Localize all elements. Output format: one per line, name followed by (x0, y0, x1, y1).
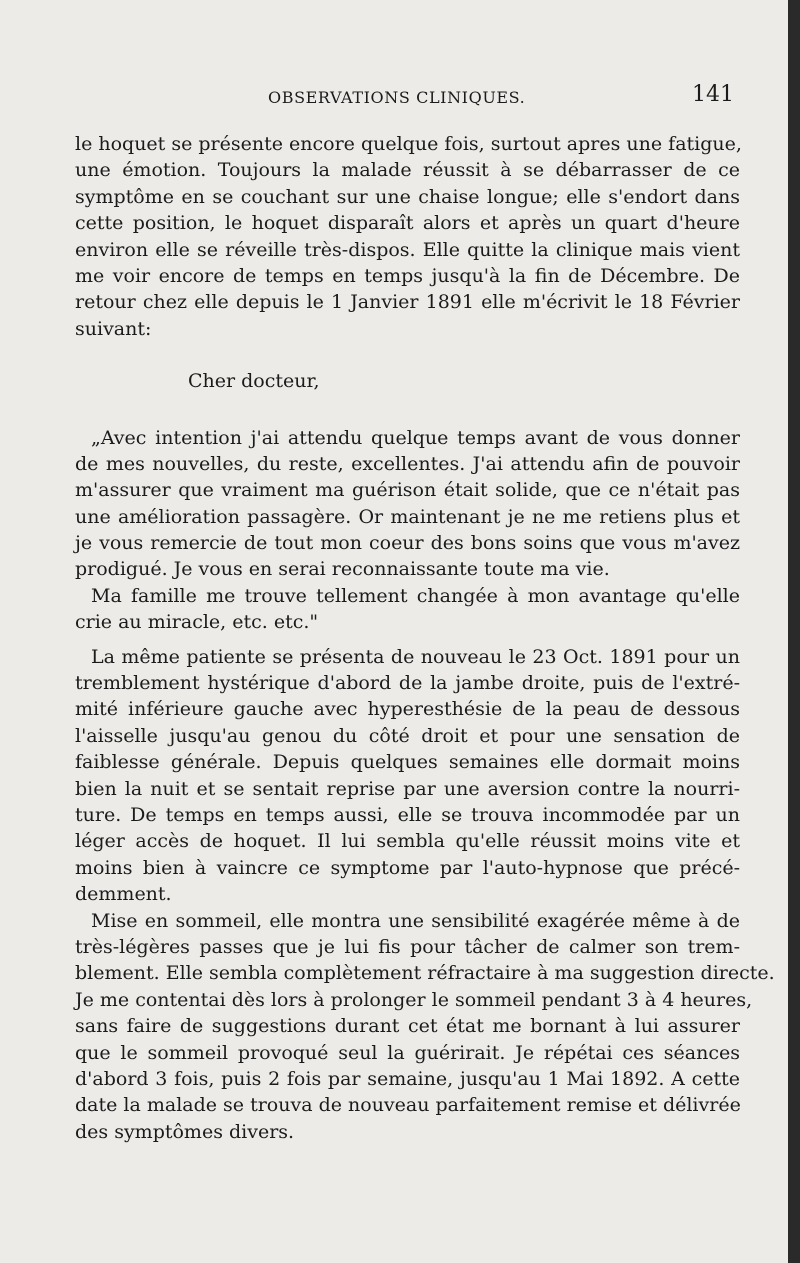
text-line: faiblesse générale. Depuis quelques semaines elle dormait moins (75, 751, 740, 774)
text-line: date la malade se trouva de nouveau parfaitement remise et délivrée (75, 1094, 741, 1117)
letter-salutation: Cher docteur, (188, 370, 320, 393)
text-line: suivant: (75, 317, 152, 340)
paragraph-hoquet (75, 131, 740, 342)
text-line: bien la nuit et se sentait reprise par une aversion contre la nourri- (75, 777, 740, 800)
scan-edge (788, 0, 800, 1263)
text-line: ture. De temps en temps aussi, elle se trouva incommodée par un (75, 803, 740, 826)
text-line: retour chez elle depuis le 1 Janvier 1891 elle m'écrivit le 18 Février (75, 291, 740, 314)
text-line: je vous remercie de tout mon coeur des bons soins que vous m'avez (75, 532, 740, 555)
text-line: le hoquet se présente encore quelque fois, surtout apres une fatigue, (75, 133, 742, 155)
text-line: moins bien à vaincre ce symptome par l'auto-hypnose que précé- (75, 856, 740, 879)
text-line: Mise en sommeil, elle montra une sensibilité exagérée même à de (91, 909, 740, 932)
text-line: prodigué. Je vous en serai reconnaissante toute ma vie. (75, 558, 610, 581)
text-line: que le sommeil provoqué seul la guérirait. Je répétai ces séances (75, 1041, 740, 1064)
text-line: demment. (75, 883, 172, 906)
text-line: cette position, le hoquet disparaît alors et après un quart d'heure (75, 212, 740, 235)
body-text (75, 131, 775, 1145)
text-line: Ma famille me trouve tellement changée à mon avantage qu'elle (91, 584, 740, 607)
text-line: léger accès de hoquet. Il lui sembla qu'elle réussit moins vite et (75, 830, 740, 853)
text-line: m'assurer que vraiment ma guérison était solide, que ce n'était pas (75, 479, 740, 502)
text-line: l'aisselle jusqu'au genou du côté droit et pour une sensation de (75, 724, 740, 747)
text-line: mité inférieure gauche avec hyperesthésie de la peau de dessous (75, 698, 740, 721)
text-line: me voir encore de temps en temps jusqu'à la fin de Décembre. De (75, 264, 740, 287)
text-line: La même patiente se présenta de nouveau le 23 Oct. 1891 pour un (91, 645, 740, 668)
paragraph-treatment (75, 908, 775, 1146)
text-line: sans faire de suggestions durant cet état me bornant à lui assurer (75, 1015, 740, 1038)
letter-paragraph (75, 425, 740, 583)
text-line: des symptômes divers. (75, 1120, 295, 1143)
text-line: d'abord 3 fois, puis 2 fois par semaine, jusqu'au 1 Mai 1892. A cette (75, 1067, 740, 1090)
paragraph-relapse (75, 644, 740, 908)
text-line: crie au miracle, etc. etc." (75, 611, 319, 634)
text-line: „Avec intention j'ai attendu quelque temps avant de vous donner (91, 426, 740, 449)
text-line: Je me contentai dès lors à prolonger le sommeil pendant 3 à 4 heures, (75, 988, 753, 1011)
text-line: très-légères passes que je lui fis pour tâcher de calmer son trem- (75, 935, 740, 958)
running-title: OBSERVATIONS CLINIQUES. (268, 88, 526, 107)
page-number: 141 (692, 82, 734, 107)
text-line: environ elle se réveille très-dispos. Elle quitte la clinique mais vient (75, 238, 740, 261)
text-line: symptôme en se couchant sur une chaise longue; elle s'endort dans (75, 185, 740, 208)
text-line: de mes nouvelles, du reste, excellentes. J'ai attendu afin de pouvoir (75, 452, 740, 475)
letter-paragraph (75, 583, 740, 636)
page-header (0, 82, 788, 116)
text-line: une amélioration passagère. Or maintenant je ne me retiens plus et (75, 505, 740, 528)
text-line: blement. Elle sembla complètement réfractaire à ma suggestion directe. (75, 962, 775, 985)
text-line: une émotion. Toujours la malade réussit à se débarrasser de ce (75, 159, 740, 182)
text-line: tremblement hystérique d'abord de la jambe droite, puis de l'extré- (75, 672, 740, 695)
